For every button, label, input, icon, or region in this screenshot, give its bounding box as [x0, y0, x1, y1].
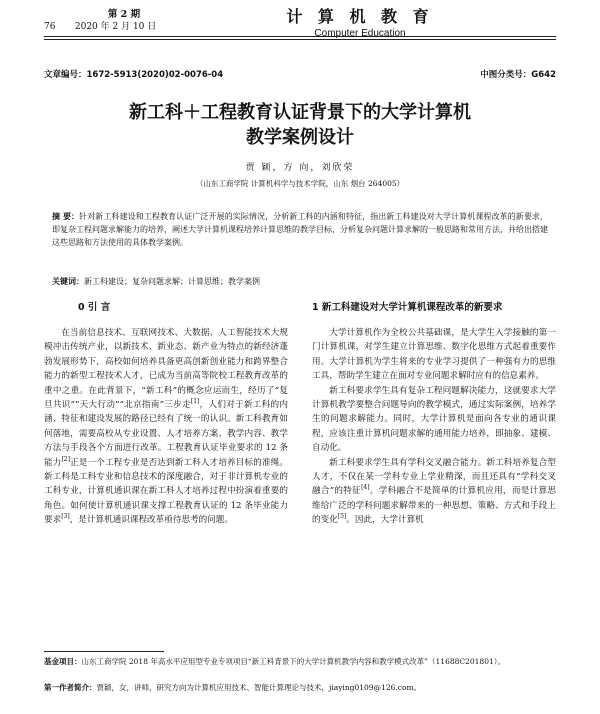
journal-title-cn: 计 算 机 教 育 [286, 7, 434, 26]
abstract-label: 摘 要： [52, 212, 80, 221]
citation-2: [2] [61, 455, 70, 463]
section1-paragraph-1: 大学计算机作为全校公共基础课，是大学生入学接触的第一门计算机课，对学生建立计算思维、数字化思维方式起着重要作用。大学计算机为学生将来的专业学习提供了一种强有力的思维工具，帮助学生建立在面对专业问题求解时应有的信息素养。 [312, 328, 556, 382]
citation-3: [3] [61, 513, 70, 521]
issue-number: 第 2 期 [107, 9, 141, 20]
page-number: 76 [44, 22, 56, 32]
keywords [52, 276, 548, 287]
paper-title [44, 100, 556, 150]
intro-paragraph: 在当前信息技术、互联网技术、大数据、人工智能技术大规模冲击传统产业，以新技术、新业态、新产业为特点的新经济蓬勃发展形势下，高校如何培养具备更高创新创业能力和跨界整合能力的新型工程技术人才，已成为当前高等院校工程教育改革的重中之重。在此背景下，“新工科”的概念应运而生，经历了“复旦共识”“天大行动”“北京指南”三步走[1]，人们对于新工科的内涵、特征和建设发展的路径已经有了统一的认识。新工科教育如何落地，需要高校从专业设置、人才培养方案、教学内容、教学方法与手段各个方面进行改革。工程教育认证毕业要求的 12 条能力[2]正是一个工程专业是否达到新工科人才培养目标的准绳。新工科是工科专业和信息技术的深度融合，对于非计算机专业的工科专业，计算机通识课在新工科人才培养过程中扮演着重要的角色。如何使计算机通识课支撑工程教育认证的 12 条毕业能力要求[3]，是计算机通识课程改革亟待思考的问题。 [44, 328, 288, 526]
affiliation: （山东工商学院 计算机科学与技术学院，山东 烟台 264005） [195, 179, 405, 188]
keywords-text: 新工科建设；复杂问题求解；计算思维；教学案例 [84, 277, 260, 286]
title-line-1: 新工科＋工程教育认证背景下的大学计算机 [129, 102, 471, 123]
author-label: 第一作者简介： [44, 683, 97, 692]
section1-paragraph-3: 新工科要求学生具有学科交叉融合能力。新工科培养复合型人才，不仅在某一学科专业上学业精深，而且还具有“学科交叉融合”的特征[4]。学科融合不是简单的计算机应用，而是计算思维给广泛的学科问题求解带来的一种思想、策略、方式和手段上的变化[5]。因此，大学计算机 [312, 457, 556, 526]
abstract-text: 针对新工科建设和工程教育认证广泛开展的实际情况，分析新工科的内涵和特征，指出新工科建设对大学计算机课程改革的新要求，即复杂工程问题求解能力的培养，阐述大学计算机课程培养计算思维的教学目标，分析复杂问题计算求解的一般思路和常用方法，并给出搭建这些思路和方法使用的具体教学案例。 [52, 212, 548, 248]
article-number: 文章编号：1672-5913(2020)02-0076-04 [44, 70, 224, 80]
header-rule-bottom [44, 39, 556, 40]
abstract [52, 210, 548, 250]
article-meta [44, 68, 556, 80]
fund-text: 山东工商学院 2018 年高水平应用型专业专项项目“新工科背景下的大学计算机教学内容和教学模式改革”（11688C201801）。 [81, 657, 505, 666]
citation-5: [5] [337, 513, 347, 521]
classification-number: 中图分类号：G642 [480, 70, 556, 80]
publish-date: 2020 年 2 月 10 日 [74, 22, 157, 32]
footnote-fund [44, 656, 556, 668]
journal-title-en: Computer Education [314, 28, 406, 39]
citation-4: [4] [361, 484, 370, 492]
keywords-label: 关键词： [52, 277, 84, 286]
footnote-rule [44, 651, 164, 652]
fund-label: 基金项目： [44, 657, 82, 666]
running-header-left [44, 8, 204, 34]
right-column [312, 300, 556, 528]
authors: 贾 颖，方 向，刘欣荣 [245, 163, 355, 173]
footnote-author [44, 682, 556, 694]
section-heading-intro: 0 引 言 [78, 302, 111, 313]
journal-title [260, 4, 460, 39]
page-date-row [44, 21, 204, 34]
author-text: 贾颖，女，讲师，研究方向为计算机应用技术、智能计算理论与技术，jiaying0109@126.com。 [96, 683, 422, 692]
citation-1: [1] [190, 398, 200, 406]
title-line-2: 教学案例设计 [246, 127, 354, 148]
header-rule-top [44, 36, 556, 37]
section-heading-1: 1 新工科建设对大学计算机课程改革的新要求 [312, 302, 503, 313]
section1-paragraph-2: 新工科要求学生具有复杂工程问题解决能力，这就要求大学计算机教学要整合问题导向的教学模式，通过实际案例，培养学生的问题求解能力。同时，大学计算机是面向各专业的通识课程，应该注重计算机问题求解的通用能力培养，即抽象、建模、自动化。 [312, 385, 556, 454]
left-column [44, 300, 288, 528]
